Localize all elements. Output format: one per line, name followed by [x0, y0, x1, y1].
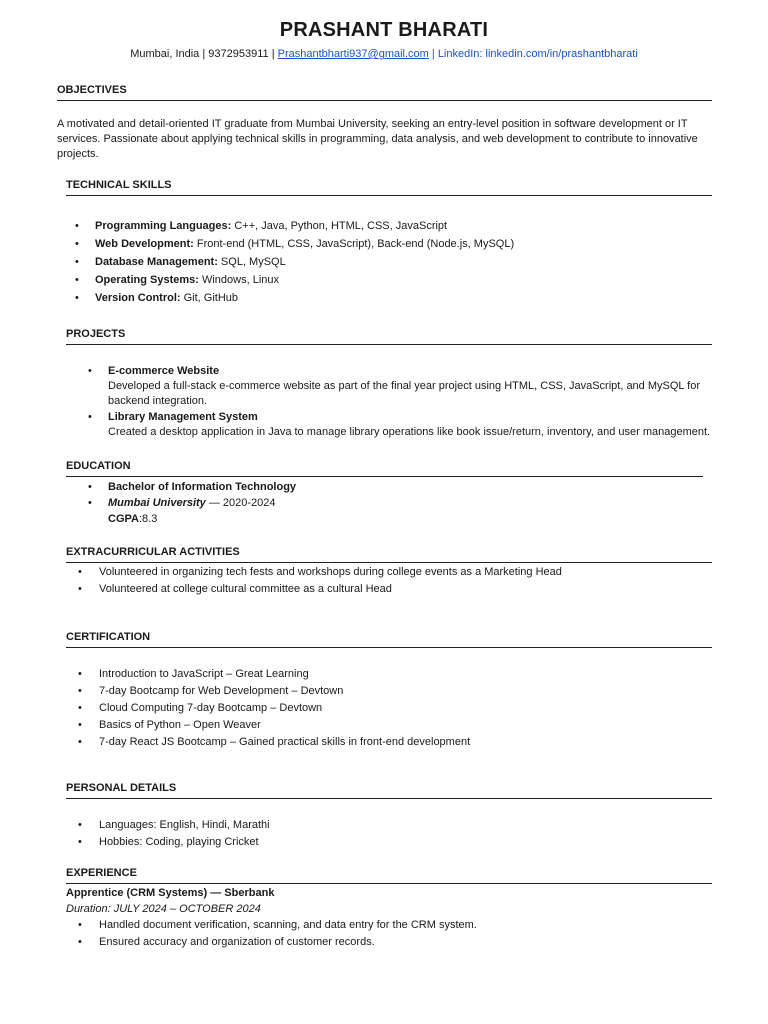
education-heading: EDUCATION	[66, 459, 703, 477]
linkedin-link[interactable]: LinkedIn: linkedin.com/in/prashantbharati	[437, 48, 638, 60]
skill-label: Web Development:	[95, 238, 194, 250]
skill-value: SQL, MySQL	[217, 256, 286, 268]
certification-text: Cloud Computing 7-day Bootcamp – Devtown	[99, 702, 323, 714]
bullet: •	[78, 566, 82, 578]
bullet: •	[78, 919, 82, 931]
bullet: •	[88, 411, 92, 423]
certification-section	[66, 630, 712, 751]
education-years: — 2020-2024	[205, 497, 276, 509]
skill-value: C++, Java, Python, HTML, CSS, JavaScript	[231, 220, 448, 232]
phone: 9372953911	[208, 48, 269, 60]
project-title: Library Management System	[108, 411, 258, 423]
list-item	[66, 817, 712, 834]
email-link[interactable]: Prashantbharti937@gmail.com	[277, 48, 429, 60]
list-item	[66, 834, 712, 851]
candidate-name: PRASHANT BHARATI	[279, 19, 489, 41]
list-item	[66, 479, 703, 495]
activity-text: Volunteered at college cultural committee as a cultural Head	[99, 583, 392, 595]
list-item	[66, 917, 712, 934]
certification-text: 7-day Bootcamp for Web Development – Devtown	[99, 685, 344, 697]
skill-value: Git, GitHub	[180, 292, 239, 304]
list-item	[66, 217, 712, 235]
skill-label: Database Management:	[95, 256, 218, 268]
list-item	[66, 683, 712, 700]
project-desc: Created a desktop application in Java to manage library operations like book issue/return, inventory, and user management.	[108, 426, 711, 438]
project-title: E-commerce Website	[108, 365, 220, 377]
list-item	[66, 364, 712, 409]
bullet: •	[78, 702, 82, 714]
personal-text: Languages: English, Hindi, Marathi	[99, 819, 270, 831]
personal-section	[66, 781, 712, 851]
bullet: •	[88, 365, 92, 377]
cgpa-label: CGPA	[108, 513, 139, 525]
skill-value: Windows, Linux	[198, 274, 280, 286]
personal-heading: PERSONAL DETAILS	[66, 781, 712, 799]
certification-text: Introduction to JavaScript – Great Learning	[99, 668, 309, 680]
skills-heading: TECHNICAL SKILLS	[66, 178, 712, 196]
bullet: •	[78, 583, 82, 595]
skill-label: Programming Languages:	[95, 220, 232, 232]
extracurricular-list	[66, 564, 712, 598]
certification-text: Basics of Python – Open Weaver	[99, 719, 261, 731]
contact-line	[0, 48, 768, 60]
activity-text: Volunteered in organizing tech fests and workshops during college events as a Marketing Head	[99, 566, 562, 578]
extracurricular-section	[66, 545, 712, 598]
bullet: •	[78, 668, 82, 680]
bullet: •	[88, 481, 92, 493]
bullet: •	[78, 736, 82, 748]
experience-section	[66, 866, 712, 951]
skill-value: Front-end (HTML, CSS, JavaScript), Back-end (Node.js, MySQL)	[193, 238, 515, 250]
experience-duration: Duration: JULY 2024 – OCTOBER 2024	[66, 903, 261, 915]
bullet: •	[78, 719, 82, 731]
degree: Bachelor of Information Technology	[108, 481, 297, 493]
list-item	[66, 410, 712, 440]
university: Mumbai University	[108, 497, 206, 509]
list-item	[66, 564, 712, 581]
cgpa-value: :8.3	[138, 513, 158, 525]
separator: |	[271, 48, 278, 60]
list-item	[66, 934, 712, 951]
list-item	[66, 253, 712, 271]
experience-role: Apprentice (CRM Systems) — Sberbank	[66, 887, 275, 899]
bullet: •	[75, 238, 79, 250]
bullet: •	[78, 936, 82, 948]
separator: |	[431, 48, 438, 60]
bullet: •	[75, 274, 79, 286]
personal-list	[66, 817, 712, 851]
skill-label: Version Control:	[95, 292, 181, 304]
certification-list	[66, 666, 712, 751]
list-item	[66, 717, 712, 734]
objectives-section	[57, 83, 712, 162]
list-item	[66, 666, 712, 683]
list-item	[66, 581, 712, 598]
education-section	[66, 459, 703, 527]
location: Mumbai, India	[130, 48, 200, 60]
bullet: •	[75, 256, 79, 268]
objectives-heading: OBJECTIVES	[57, 83, 712, 101]
experience-text: Handled document verification, scanning, and data entry for the CRM system.	[99, 919, 477, 931]
experience-text: Ensured accuracy and organization of customer records.	[99, 936, 375, 948]
projects-section	[66, 327, 712, 440]
cgpa-row	[66, 511, 703, 527]
separator: |	[202, 48, 209, 60]
bullet: •	[75, 292, 79, 304]
certification-heading: CERTIFICATION	[66, 630, 712, 648]
list-item	[66, 271, 712, 289]
skills-list	[66, 217, 712, 307]
projects-list	[66, 364, 712, 440]
skill-label: Operating Systems:	[95, 274, 199, 286]
certification-text: 7-day React JS Bootcamp – Gained practical skills in front-end development	[99, 736, 471, 748]
skills-section	[66, 178, 712, 307]
projects-heading: PROJECTS	[66, 327, 712, 345]
experience-list	[66, 917, 712, 951]
personal-text: Hobbies: Coding, playing Cricket	[99, 836, 259, 848]
extracurricular-heading: EXTRACURRICULAR ACTIVITIES	[66, 545, 712, 563]
experience-heading: EXPERIENCE	[66, 866, 712, 884]
list-item	[66, 734, 712, 751]
list-item	[66, 235, 712, 253]
bullet: •	[78, 836, 82, 848]
project-desc: Developed a full-stack e-commerce website as part of the final year project using HTML, CSS, JavaScript, and MySQL for backend integration.	[108, 380, 701, 407]
list-item	[66, 700, 712, 717]
bullet: •	[75, 220, 79, 232]
list-item	[66, 495, 703, 511]
education-list	[66, 479, 703, 527]
objectives-text: A motivated and detail-oriented IT graduate from Mumbai University, seeking an entry-level position in software development or IT services. Passionate about applying technical skills in programming, data analysis, and web development to contribute to innovative projects.	[57, 118, 698, 160]
bullet: •	[88, 497, 92, 509]
bullet: •	[78, 685, 82, 697]
bullet: •	[78, 819, 82, 831]
list-item	[66, 289, 712, 307]
